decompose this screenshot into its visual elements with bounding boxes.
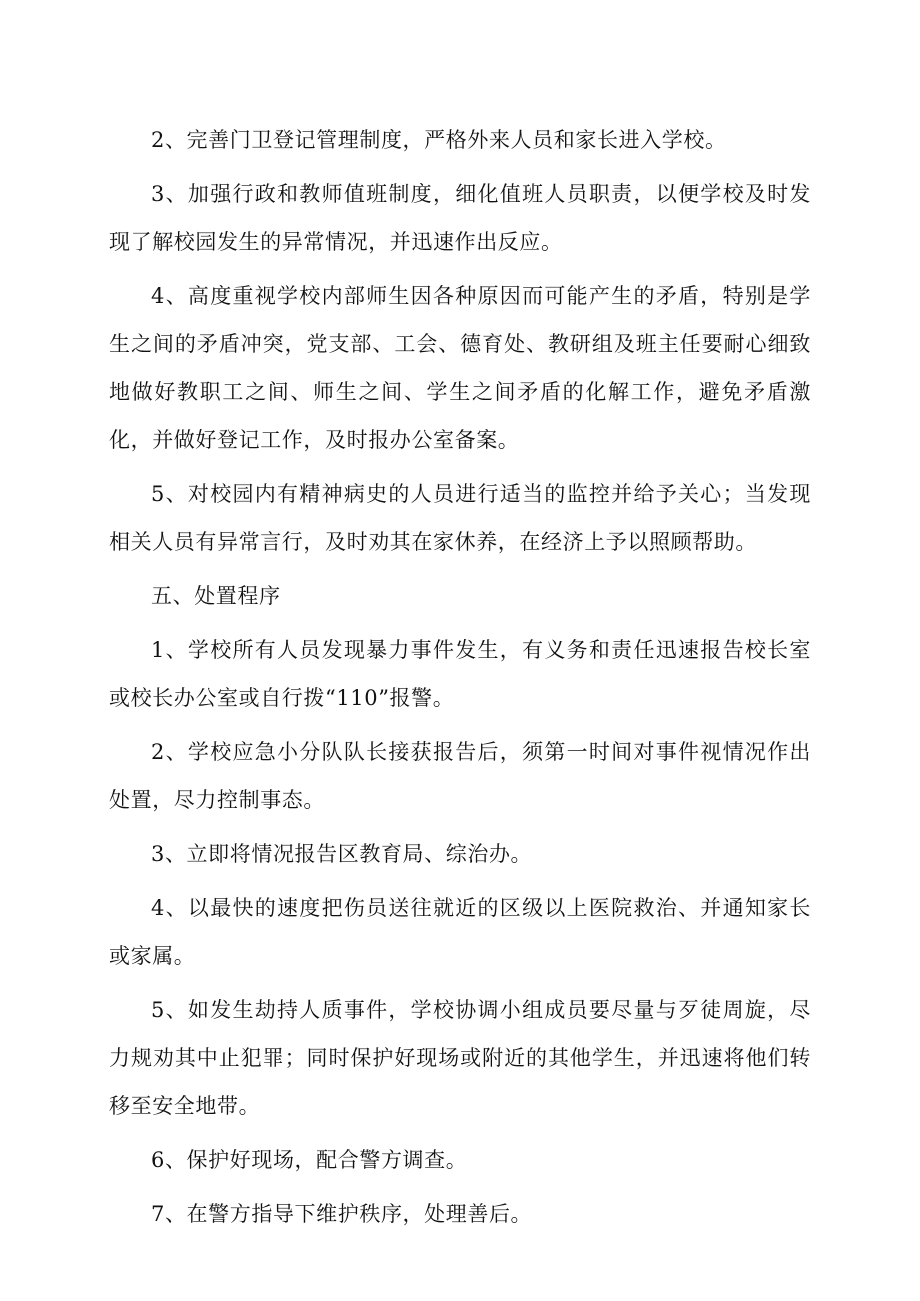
paragraph-mental-health-monitoring: 5、对校园内有精神病史的人员进行适当的监控并给予关心；当发现相关人员有异常言行，及时劝其在家休养，在经济上予以照顾帮助。 [109,482,811,554]
paragraph-procedure-4: 4、以最快的速度把伤员送往就近的区级以上医院救治、并通知家长或家属。 [109,896,811,968]
paragraph-procedure-5: 5、如发生劫持人质事件，学校协调小组成员要尽量与歹徒周旋，尽力规劝其中止犯罪；同时保护好现场或附近的其他学生，并迅速将他们转移至安全地带。 [109,998,811,1118]
section-heading-procedure: 五、处置程序 [151,584,281,608]
document-page [109,116,811,1244]
paragraph-procedure-6: 6、保护好现场，配合警方调查。 [151,1148,468,1172]
paragraph-duty-system: 3、加强行政和教师值班制度，细化值班人员职责，以便学校及时发现了解校园发生的异常情况，并迅速作出反应。 [109,182,811,254]
paragraph-procedure-3: 3、立即将情况报告区教育局、综治办。 [151,842,533,866]
paragraph-conflict-resolution: 4、高度重视学校内部师生因各种原因而可能产生的矛盾，特别是学生之间的矛盾冲突，党支部、工会、德育处、教研组及班主任要耐心细致地做好教职工之间、师生之间、学生之间矛盾的化解工作，避免矛盾激化，并做好登记工作，及时报办公室备案。 [109,284,811,452]
paragraph-procedure-2: 2、学校应急小分队队长接获报告后，须第一时间对事件视情况作出处置，尽力控制事态。 [109,740,811,812]
paragraph-gatekeeper-registration: 2、完善门卫登记管理制度，严格外来人员和家长进入学校。 [151,128,727,152]
paragraph-procedure-7: 7、在警方指导下维护秩序，处理善后。 [151,1202,533,1226]
paragraph-procedure-1: 1、学校所有人员发现暴力事件发生，有义务和责任迅速报告校长室或校长办公室或自行拨“110”报警。 [109,638,811,710]
